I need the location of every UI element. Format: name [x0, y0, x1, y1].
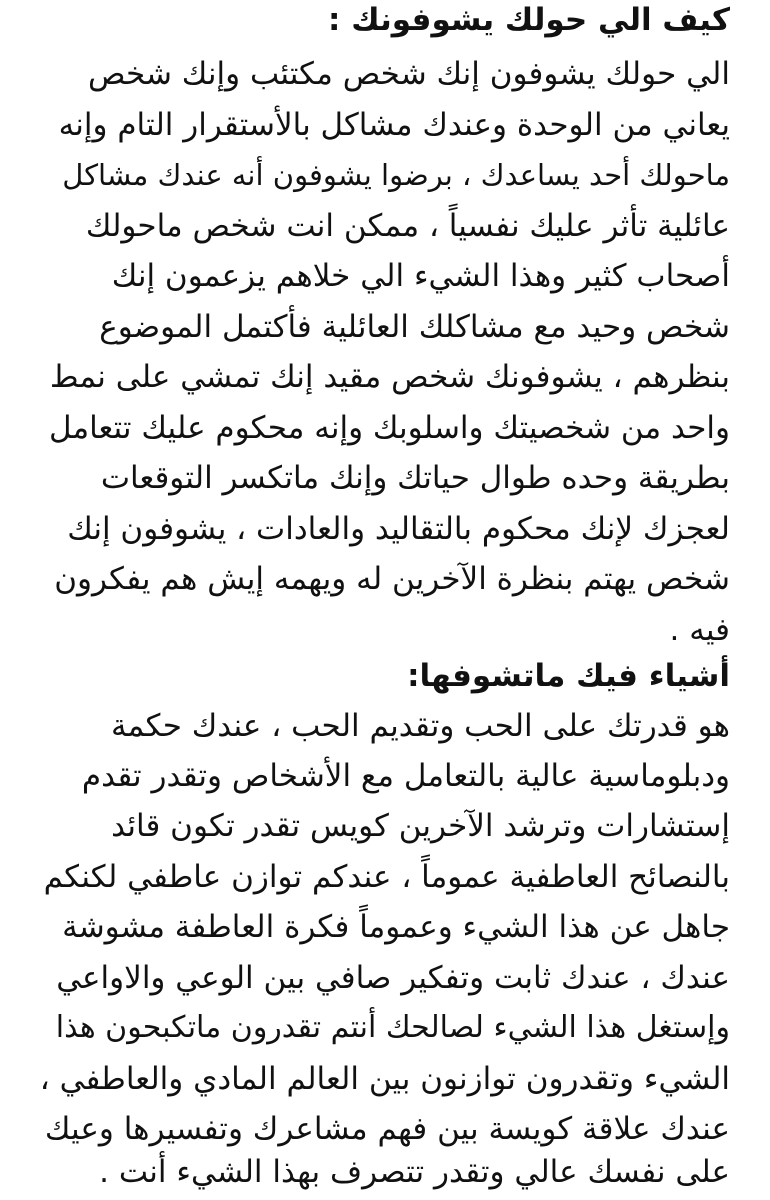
paragraph-line: واحد من شخصيتك واسلوبك وإنه محكوم عليك تتعامل — [49, 410, 730, 446]
paragraph-line: شخص يهتم بنظرة الآخرين له ويهمه إيش هم يفكرون — [54, 561, 730, 597]
paragraph-line: على نفسك عالي وتقدر تتصرف بهذا الشيء أنت . — [99, 1154, 730, 1190]
paragraph-line: أصحاب كثير وهذا الشيء الي خلاهم يزعمون إنك — [111, 258, 730, 294]
paragraph-line: يعاني من الوحدة وعندك مشاكل بالأستقرار التام وإنه — [58, 107, 730, 143]
paragraph-line: الي حولك يشوفون إنك شخص مكتئب وإنك شخص — [87, 56, 730, 92]
paragraph-line: عندك ، عندك ثابت وتفكير صافي بين الوعي والاواعي — [56, 960, 730, 996]
paragraph-line: شخص وحيد مع مشاكلك العائلية فأكتمل الموضوع — [99, 309, 730, 345]
paragraph-line: إستشارات وترشد الآخرين كويس تقدر تكون قائد — [111, 808, 730, 844]
paragraph-line: هو قدرتك على الحب وتقديم الحب ، عندك حكمة — [111, 708, 730, 744]
paragraph-line: بطريقة وحده طوال حياتك وإنك ماتكسر التوقعات — [100, 460, 730, 496]
paragraph-line: لعجزك لإنك محكوم بالتقاليد والعادات ، يشوفون إنك — [67, 511, 730, 547]
paragraph-line: جاهل عن هذا الشيء وعموماً فكرة العاطفة مشوشة — [62, 909, 730, 945]
paragraph-line: ودبلوماسية عالية بالتعامل مع الأشخاص وتقدر تقدم — [81, 758, 730, 794]
section-heading-how-others-see-you: كيف الي حولك يشوفونك : — [328, 2, 730, 38]
paragraph-line: ماحولك أحد يساعدك ، برضوا يشوفون أنه عندك مشاكل — [62, 158, 730, 192]
section-heading-things-you-dont-see: أشياء فيك ماتشوفها: — [407, 658, 730, 694]
paragraph-line: بالنصائح العاطفية عموماً ، عندكم توازن عاطفي لكنكم — [43, 859, 730, 895]
paragraph-line: بنظرهم ، يشوفونك شخص مقيد إنك تمشي على نمط — [49, 359, 730, 395]
paragraph-line: فيه . — [669, 612, 730, 648]
paragraph-line: وإستغل هذا الشيء لصالحك أنتم تقدرون ماتكبحون هذا — [55, 1010, 730, 1045]
paragraph-line: عائلية تأثر عليك نفسياً ، ممكن انت شخص ماحولك — [85, 208, 730, 244]
paragraph-line: عندك علاقة كويسة بين فهم مشاعرك وتفسيرها وعيك — [44, 1111, 730, 1147]
paragraph-line: الشيء وتقدرون توازنون بين العالم المادي والعاطفي ، — [40, 1061, 730, 1097]
